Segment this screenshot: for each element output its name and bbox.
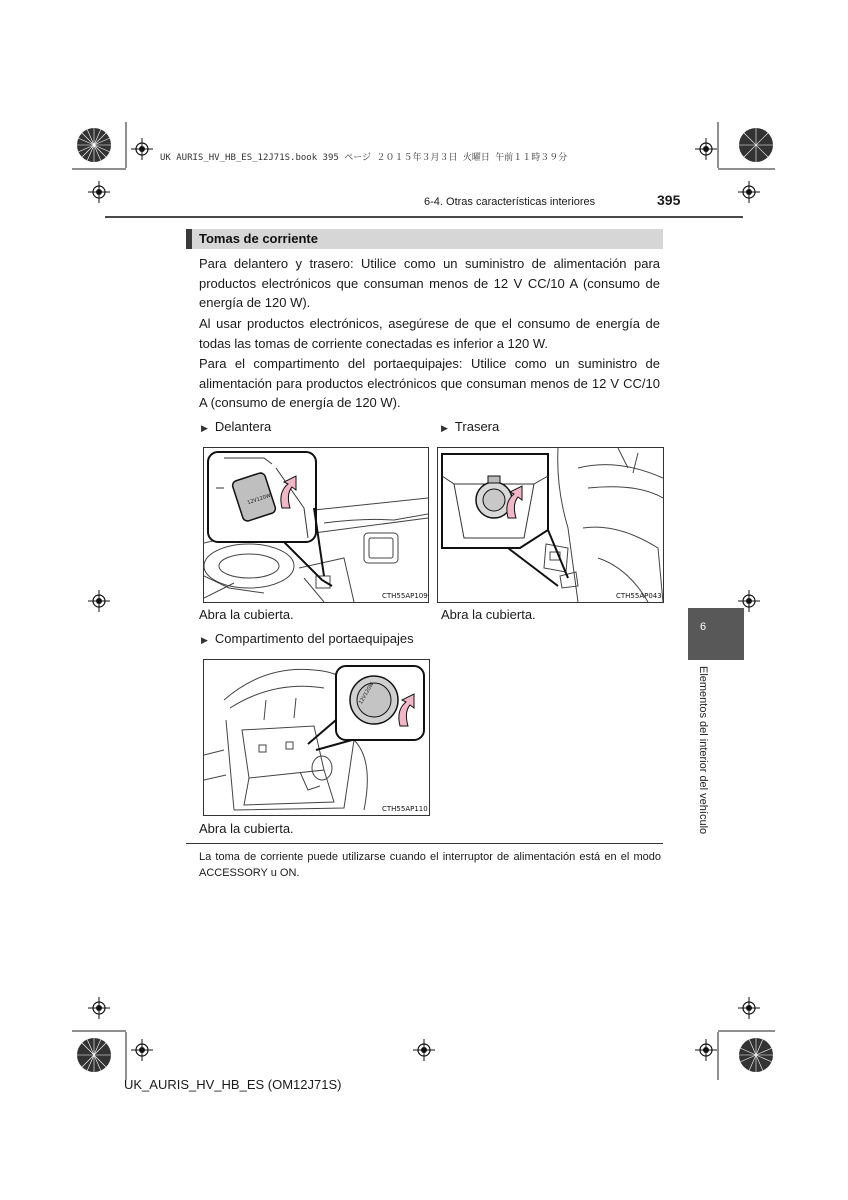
crosshair-registration-icon xyxy=(695,1039,717,1061)
caption-front: Abra la cubierta. xyxy=(199,607,294,622)
caption-luggage: Abra la cubierta. xyxy=(199,821,294,836)
triangle-right-icon: ▶ xyxy=(201,423,208,433)
sunburst-press-mark-icon xyxy=(738,127,774,163)
crosshair-registration-icon xyxy=(131,1039,153,1061)
bullet-front-label: Delantera xyxy=(214,419,272,434)
crosshair-registration-icon xyxy=(88,997,110,1019)
section-title: Tomas de corriente xyxy=(199,231,318,246)
luggage-cap-label: 12V120W xyxy=(358,681,376,706)
figure-front-code: CTH55AP109 xyxy=(382,592,428,600)
page-number: 395 xyxy=(657,192,681,208)
bullet-rear-label: Trasera xyxy=(454,419,500,434)
triangle-right-icon: ▶ xyxy=(201,635,208,645)
figure-rear-code: CTH55AP043 xyxy=(616,592,662,600)
paragraph-power-limit: Al usar productos electrónicos, asegúrese de que el consumo de energía de todas las tomas de corriente conectadas es inferior a 120 W. xyxy=(199,316,660,351)
chapter-title-vertical: Elementos del interior del vehículo xyxy=(697,666,709,835)
crosshair-registration-icon xyxy=(131,138,153,160)
sunburst-press-mark-icon xyxy=(738,1037,774,1073)
crosshair-registration-icon xyxy=(88,590,110,612)
bullet-luggage-label: Compartimento del portaequipajes xyxy=(214,631,414,646)
print-header: UK AURIS_HV_HB_ES_12J71S.book 395 ページ ２０１５年３月３日 火曜日 午前１１時３９分 xyxy=(160,153,568,163)
crosshair-registration-icon xyxy=(413,1039,435,1061)
caption-rear: Abra la cubierta. xyxy=(441,607,536,622)
crosshair-registration-icon xyxy=(738,590,760,612)
footer-manual-code: UK_AURIS_HV_HB_ES (OM12J71S) xyxy=(124,1077,342,1092)
running-header-section: 6-4. Otras características interiores xyxy=(424,196,596,208)
sunburst-press-mark-icon xyxy=(76,127,112,163)
front-cap-label: 12V120W xyxy=(246,492,272,507)
sunburst-press-mark-icon xyxy=(76,1037,112,1073)
crosshair-registration-icon xyxy=(695,138,717,160)
paragraph-front-rear: Para delantero y trasero: Utilice como un suministro de alimentación para productos electrónicos que consuman menos de 12 V CC/10 A (consumo de energía de 120 W). xyxy=(199,256,660,310)
crosshair-registration-icon xyxy=(738,997,760,1019)
note-text: La toma de corriente puede utilizarse cuando el interruptor de alimentación está en el modo ACCESSORY u ON. xyxy=(199,851,661,879)
triangle-right-icon: ▶ xyxy=(441,423,448,433)
chapter-number: 6 xyxy=(700,621,707,633)
paragraph-luggage: Para el compartimento del portaequipajes: Utilice como un suministro de alimentación para productos electrónicos que consuman menos de 12 V CC/10 A (consumo de energía de 120 W). xyxy=(199,356,660,410)
crosshair-registration-icon xyxy=(738,181,760,203)
crosshair-registration-icon xyxy=(88,181,110,203)
figure-luggage-code: CTH55AP110 xyxy=(382,805,428,813)
